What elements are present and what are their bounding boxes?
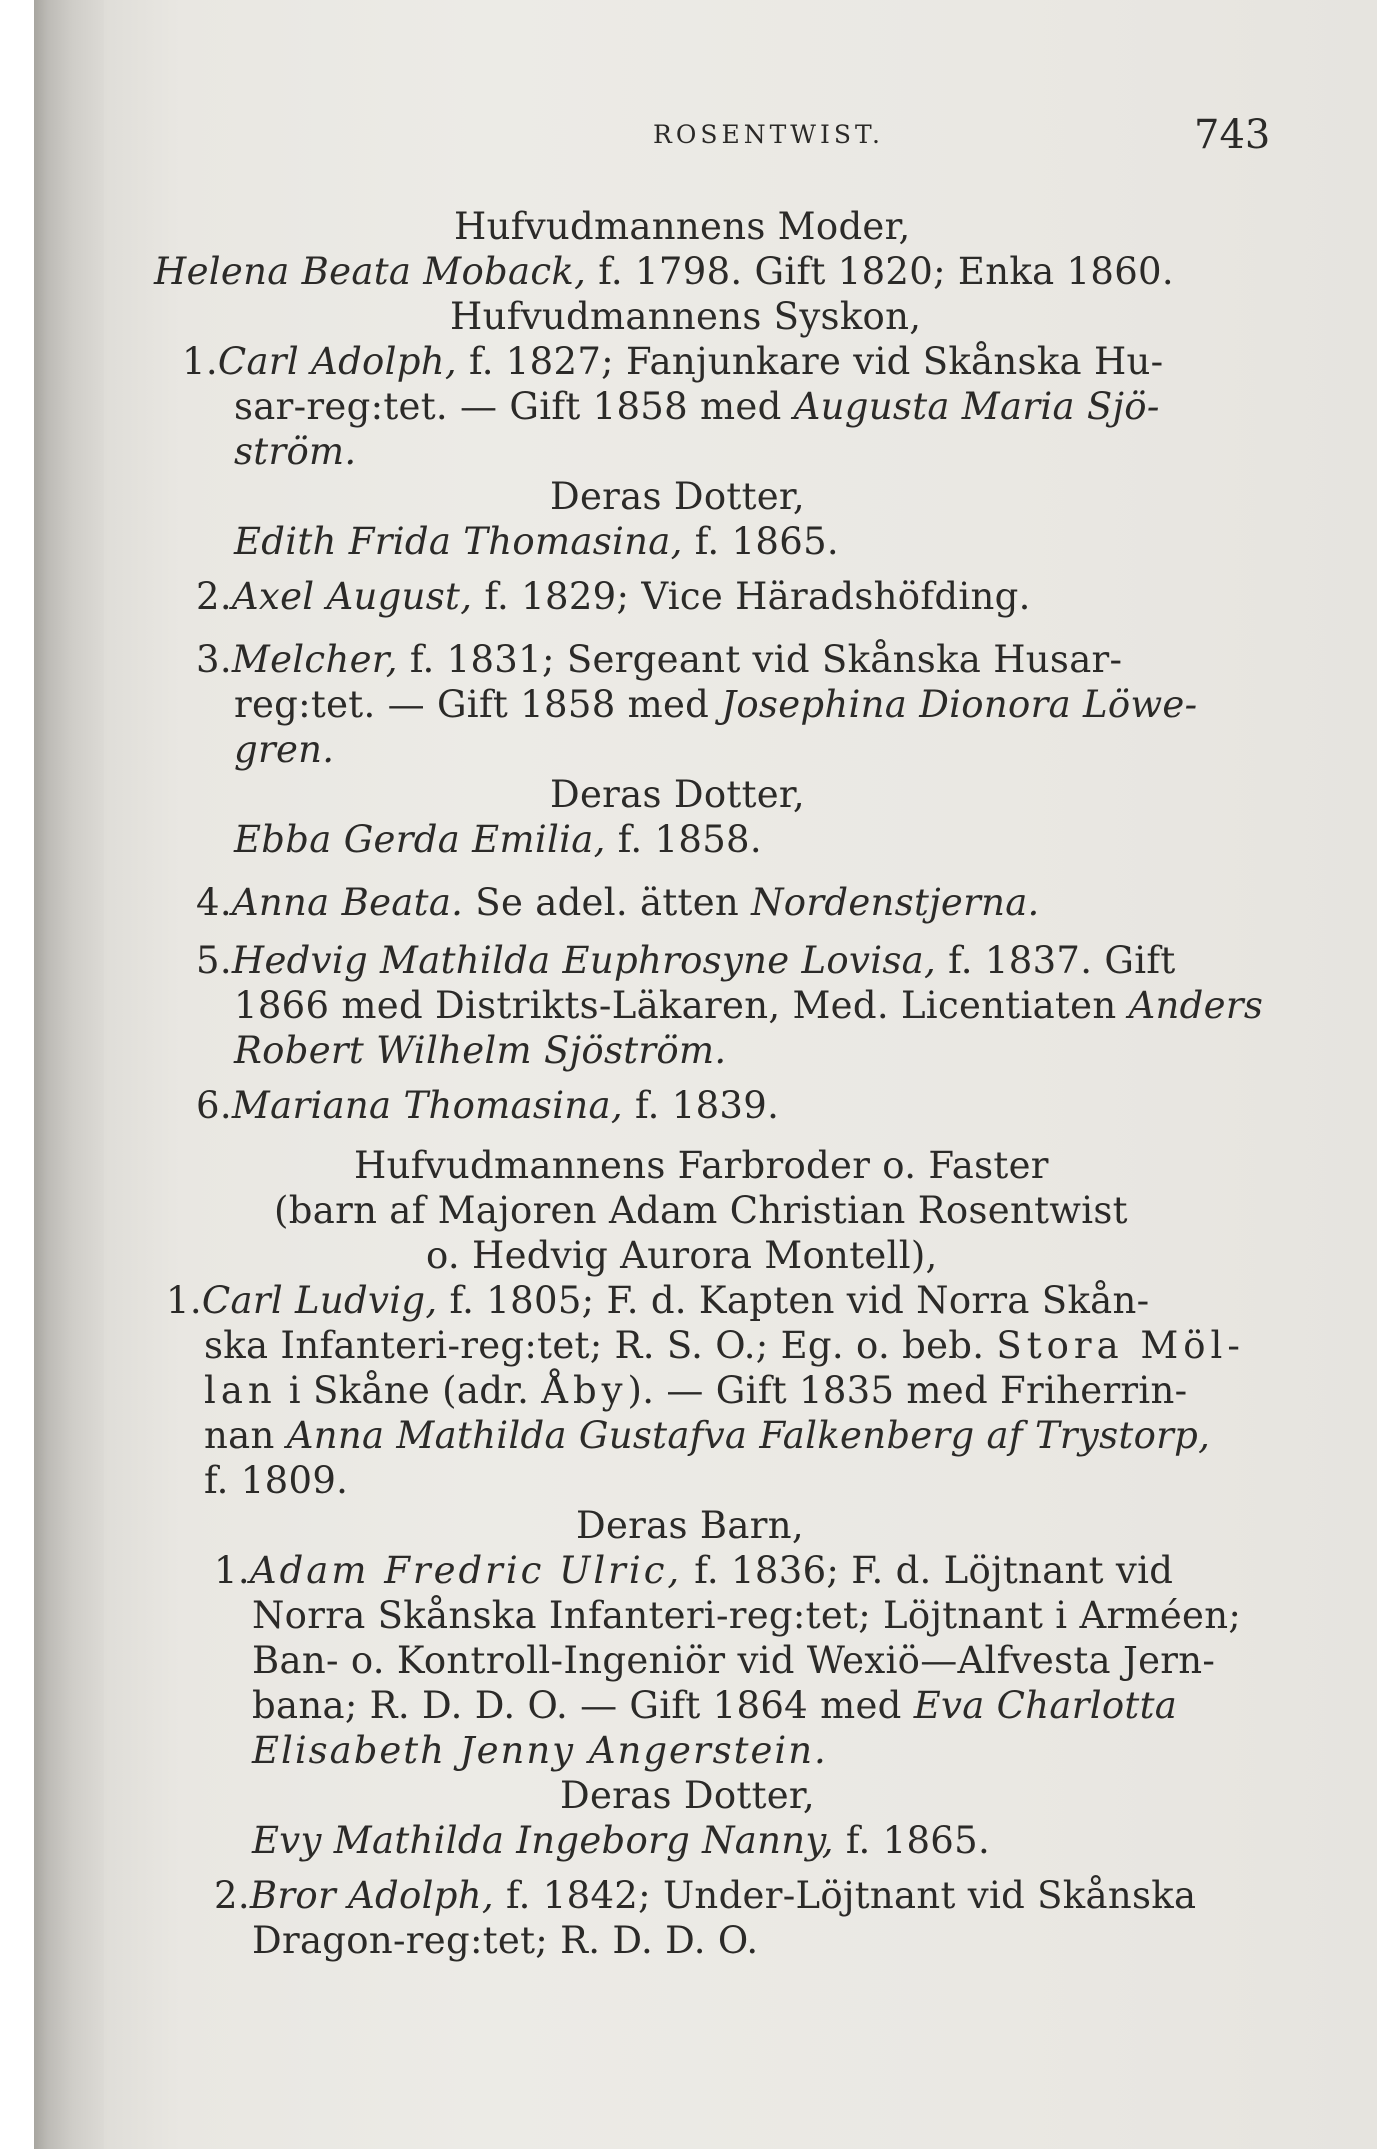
cousin-2-line-2: Dragon-reg:tet; R. D. D. O. [252, 1919, 759, 1962]
sibling-5-line-1: 5.Hedvig Mathilda Euphrosyne Lovisa, f. 1837. Gift [196, 939, 1176, 982]
person-name: Bror Adolph, [249, 1874, 494, 1917]
section-heading-siblings: Hufvudmannens Syskon, [450, 295, 922, 338]
children-heading: Deras Barn, [576, 1504, 804, 1547]
sibling-5-line-3: Robert Wilhelm Sjöström. [234, 1029, 727, 1072]
sibling-3-line-1: 3.Melcher, f. 1831; Sergeant vid Skånska Husar- [196, 638, 1123, 681]
section-subheading: o. Hedvig Aurora Montell), [426, 1234, 938, 1277]
children-heading: Deras Dotter, [560, 1774, 815, 1817]
sibling-2: 2.Axel August, f. 1829; Vice Häradshöfding. [196, 575, 1031, 618]
person-name: Helena Beata Moback, [154, 250, 587, 293]
uncle-1-line-5: f. 1809. [204, 1459, 349, 1502]
sibling-1-line-3: ström. [234, 430, 357, 473]
cousin-2-line-1: 2.Bror Adolph, f. 1842; Under-Löjtnant vid Skånska [214, 1874, 1197, 1917]
scan-border [0, 0, 34, 2149]
cousin-1-line-2: Norra Skånska Infanteri-reg:tet; Löjtnant i Arméen; [252, 1594, 1242, 1637]
person-name: Adam Fredric Ulric, [249, 1549, 683, 1592]
book-gutter [34, 0, 104, 2149]
section-heading-uncles: Hufvudmannens Farbroder o. Faster [354, 1144, 1049, 1187]
uncle-1-line-4: nan Anna Mathilda Gustafva Falkenberg af Trystorp, [204, 1414, 1211, 1457]
mother-entry: Helena Beata Moback, f. 1798. Gift 1820; Enka 1860. [154, 250, 1174, 293]
sibling-3-line-3: gren. [234, 728, 335, 771]
sibling-4: 4.Anna Beata. Se adel. ätten Nordenstjerna. [196, 881, 1040, 924]
person-name: Axel August, [231, 575, 473, 618]
section-subheading: (barn af Majoren Adam Christian Rosentwist [274, 1189, 1128, 1232]
sibling-3-line-2: reg:tet. — Gift 1858 med Josephina Dionora Löwe- [234, 683, 1198, 726]
cousin-1-line-5: Elisabeth Jenny Angerstein. [252, 1729, 828, 1772]
sibling-1-line-1: 1.Carl Adolph, f. 1827; Fanjunkare vid Skånska Hu- [182, 340, 1164, 383]
section-heading-mother: Hufvudmannens Moder, [454, 205, 911, 248]
person-name: Carl Adolph, [217, 340, 457, 383]
child-entry: Evy Mathilda Ingeborg Nanny, f. 1865. [252, 1819, 991, 1862]
person-name: Melcher, [231, 638, 398, 681]
person-name: Edith Frida Thomasina, [234, 520, 683, 563]
person-name: Mariana Thomasina, [231, 1084, 623, 1127]
sibling-6: 6.Mariana Thomasina, f. 1839. [196, 1084, 780, 1127]
person-name: Ebba Gerda Emilia, [234, 818, 606, 861]
person-name: Carl Ludvig, [201, 1279, 438, 1322]
child-entry: Ebba Gerda Emilia, f. 1858. [234, 818, 762, 861]
person-name: Evy Mathilda Ingeborg Nanny, [252, 1819, 834, 1862]
sibling-1-line-2: sar-reg:tet. — Gift 1858 med Augusta Maria Sjö- [234, 385, 1160, 428]
person-name: Hedvig Mathilda Euphrosyne Lovisa, [231, 939, 937, 982]
cousin-1-line-1: 1.Adam Fredric Ulric, f. 1836; F. d. Löjtnant vid [214, 1549, 1174, 1592]
sibling-5-line-2: 1866 med Distrikts-Läkaren, Med. Licentiaten Anders [234, 984, 1264, 1027]
uncle-1-line-1: 1.Carl Ludvig, f. 1805; F. d. Kapten vid Norra Skån- [166, 1279, 1150, 1322]
uncle-1-line-2: ska Infanteri-reg:tet; R. S. O.; Eg. o. beb. Stora Möl- [204, 1324, 1245, 1367]
cousin-1-line-3: Ban- o. Kontroll-Ingeniör vid Wexiö—Alfvesta Jern- [252, 1639, 1216, 1682]
person-name: Anna Beata. [231, 881, 464, 924]
running-head: ROSENTWIST. [653, 120, 884, 149]
child-entry: Edith Frida Thomasina, f. 1865. [234, 520, 839, 563]
book-page [104, 0, 1377, 2149]
children-heading: Deras Dotter, [550, 773, 805, 816]
cousin-1-line-4: bana; R. D. D. O. — Gift 1864 med Eva Charlotta [252, 1684, 1178, 1727]
uncle-1-line-3: lan i Skåne (adr. Åby). — Gift 1835 med Friherrin- [204, 1369, 1188, 1412]
page-number: 743 [1194, 112, 1271, 158]
children-heading: Deras Dotter, [550, 475, 805, 518]
